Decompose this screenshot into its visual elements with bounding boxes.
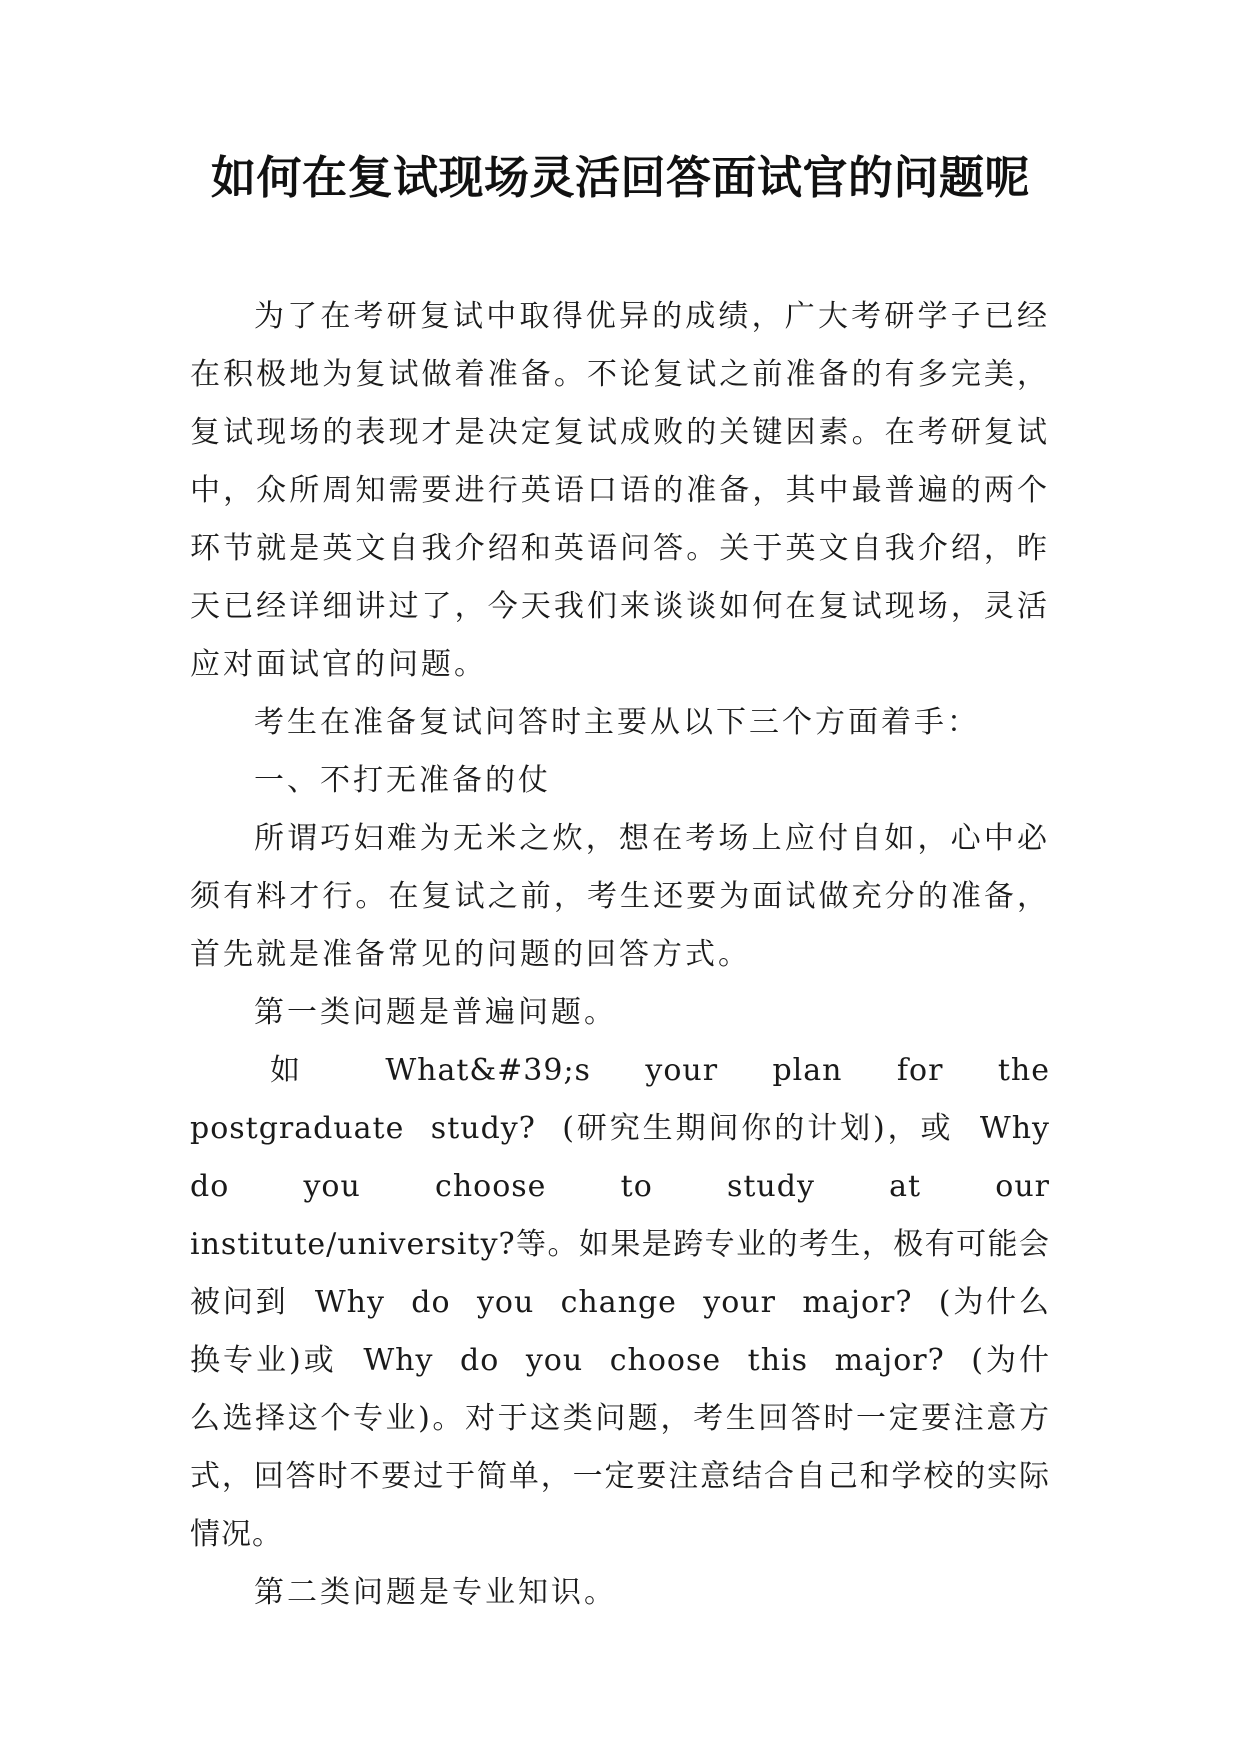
paragraph-three-aspects: 考生在准备复试问答时主要从以下三个方面着手： [254, 705, 980, 740]
document-body [190, 288, 1050, 1622]
paragraph-general-questions: 第一类问题是普遍问题。 [254, 995, 617, 1030]
paragraph-intro: 为了在考研复试中取得优异的成绩，广大考研学子已经在积极地为复试做着准备。不论复试之前准备的有多完美，复试现场的表现才是决定复试成败的关键因素。在考研复试中，众所周知需要进行英语口语的准备，其中最普遍的两个环节就是英文自我介绍和英语问答。关于英文自我介绍，昨天已经详细讲过了，今天我们来谈谈如何在复试现场，灵活应对面试官的问题。 [190, 299, 1050, 682]
section-heading-1: 一、不打无准备的仗 [254, 763, 551, 798]
paragraph-question-examples: 如 What&#39;s your plan for the postgraduate study? (研究生期间你的计划)，或 Why do you choose to study at our institute/university?等。如果是跨专业的考生，极有可能会被问到 Why do you change your major? (为什么换专业)或 Why do you choose this major? (为什么选择这个专业)。对于这类问题，考生回答时一定要注意方式，回答时不要过于简单，一定要注意结合自己和学校的实际情况。 [190, 1053, 1050, 1552]
paragraph-professional-knowledge: 第二类问题是专业知识。 [254, 1575, 617, 1610]
document-title: 如何在复试现场灵活回答面试官的问题呢 [210, 151, 1030, 204]
paragraph-preparation: 所谓巧妇难为无米之炊，想在考场上应付自如，心中必须有料才行。在复试之前，考生还要为面试做充分的准备，首先就是准备常见的问题的回答方式。 [190, 821, 1050, 972]
